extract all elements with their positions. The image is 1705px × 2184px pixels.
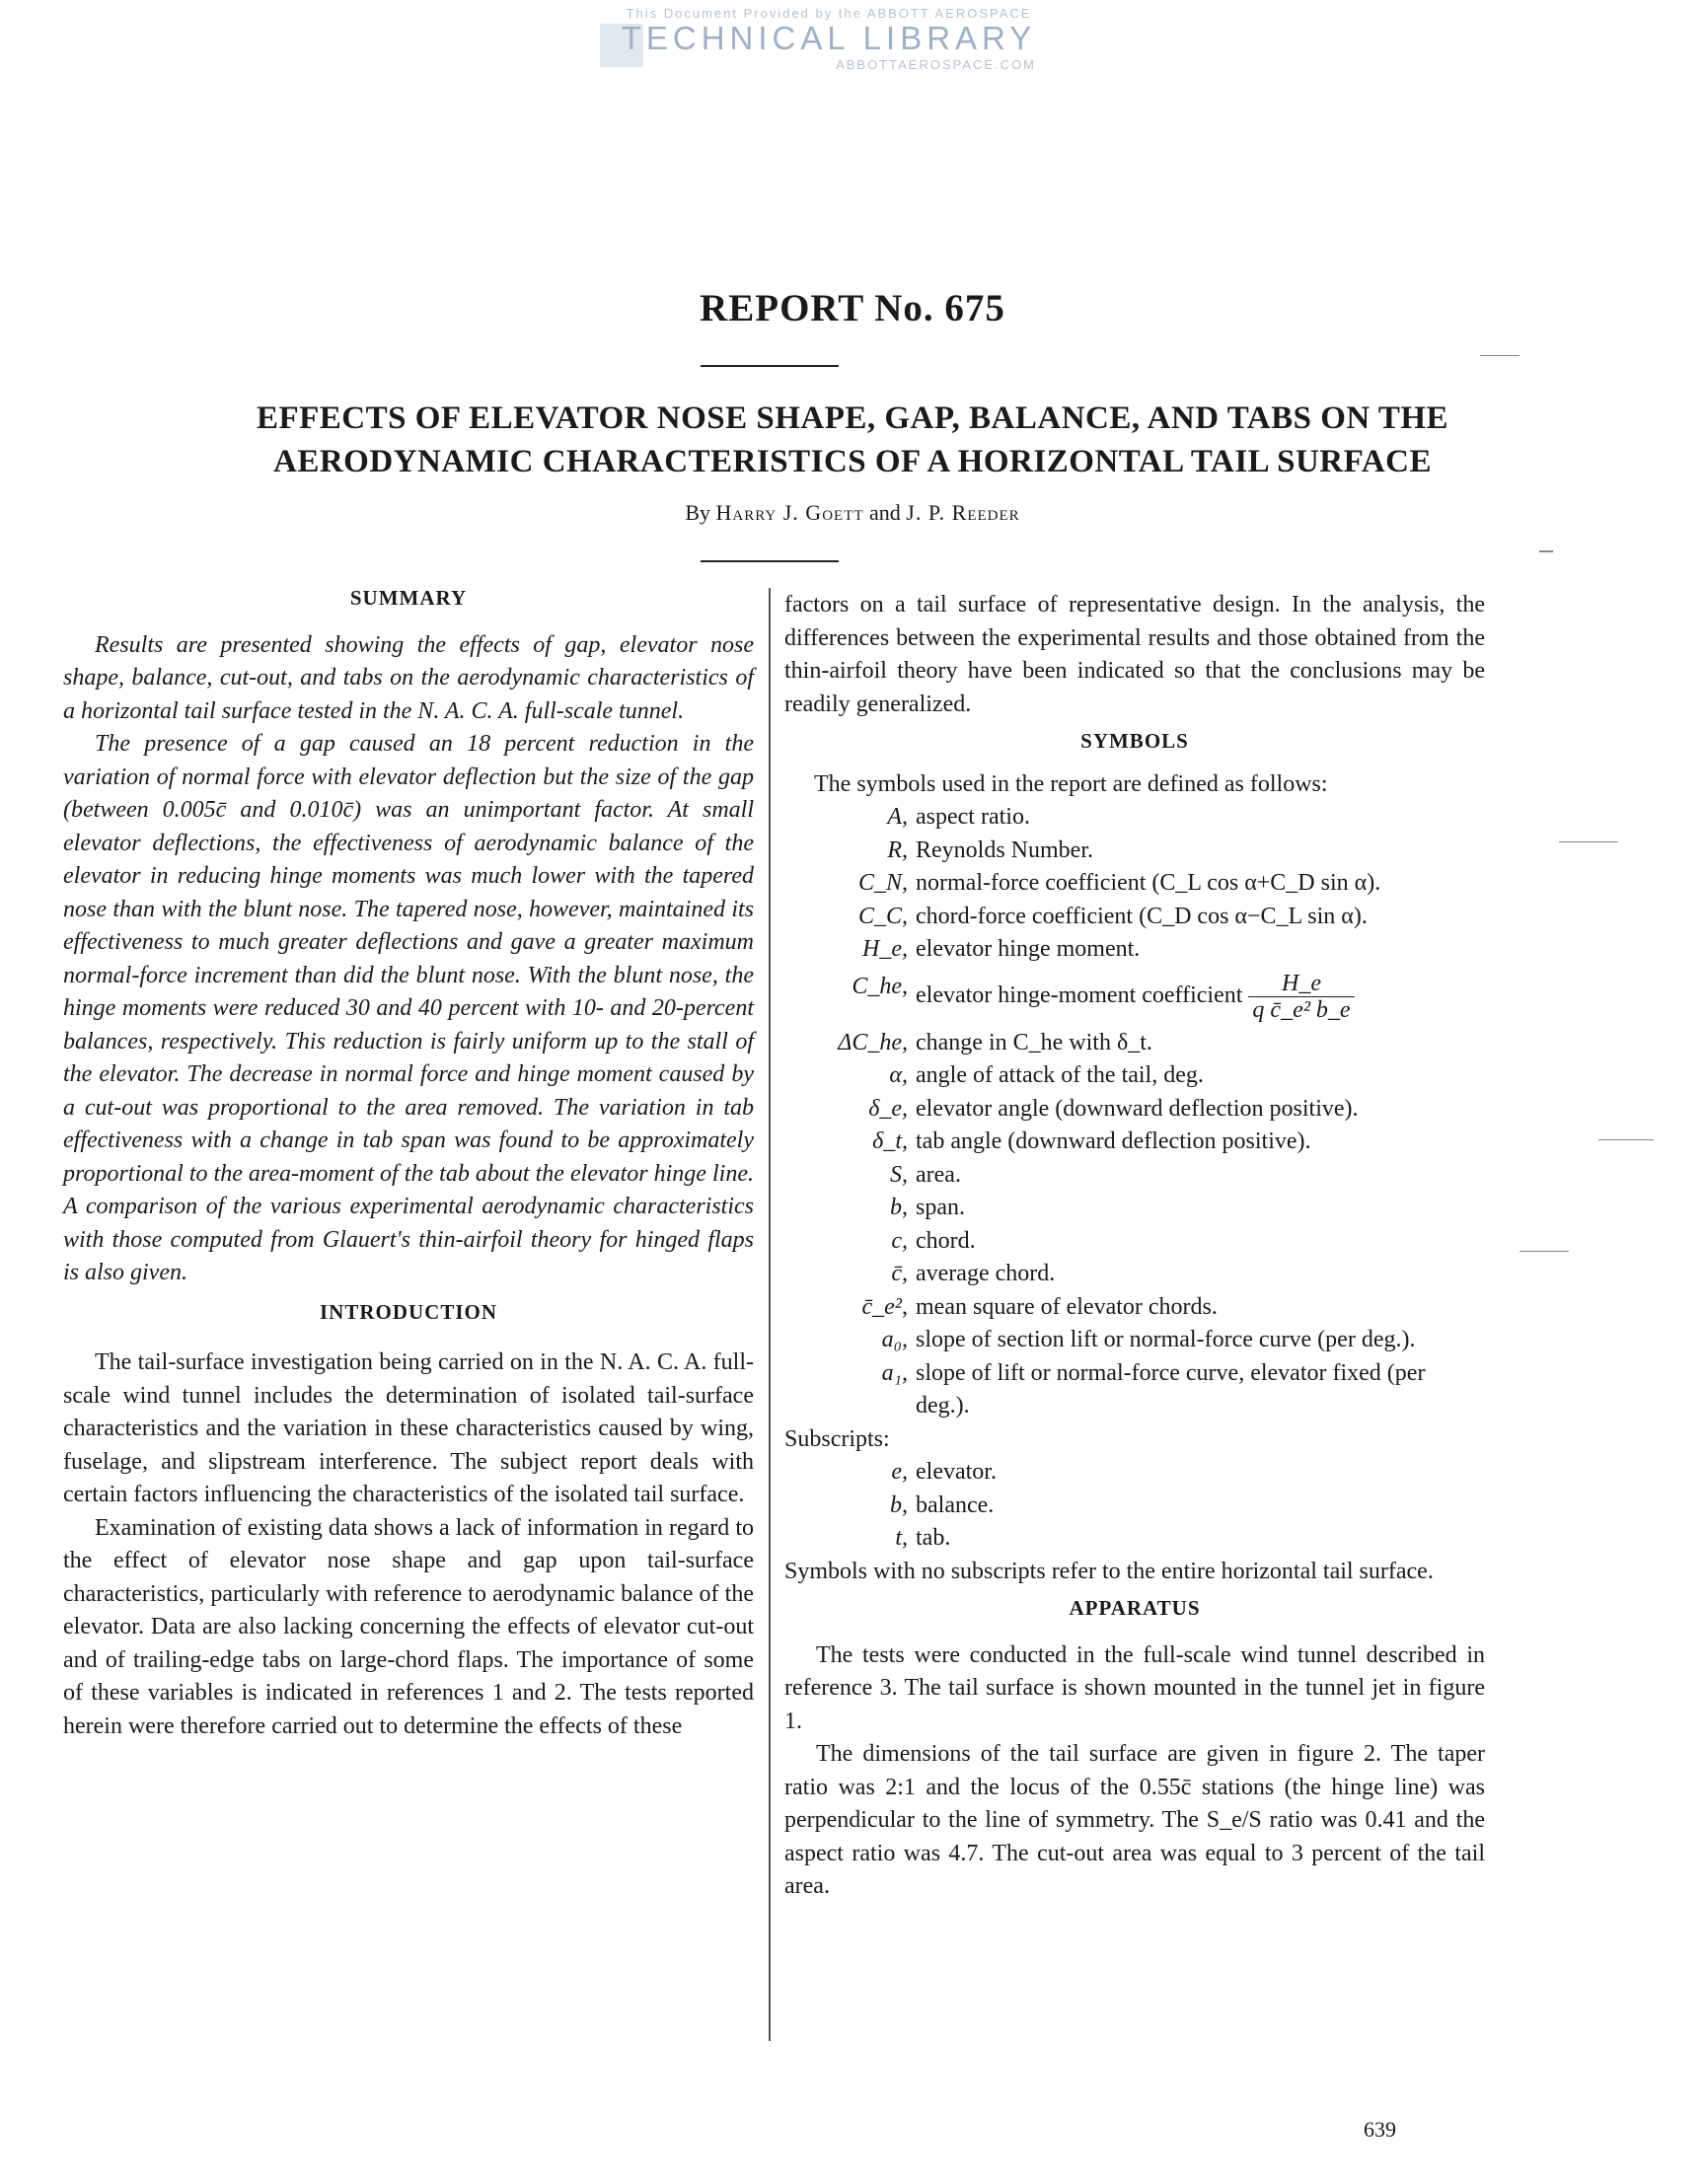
symbol-row (784, 801, 1485, 835)
symbol-definition-text: aspect ratio. (916, 804, 1030, 830)
symbol-definition-text: balance. (916, 1492, 995, 1518)
subscripts-label: Subscripts: (784, 1425, 890, 1452)
summary-paragraph-2: The presence of a gap caused an 18 percent reduction in the variation of normal force with elevator deflection but the size of the gap (between 0.005c̄ and 0.010c̄) was an unimportant factor. At small elevator deflections, the effectiveness of aerodynamic balance of the elevator in reducing hinge moments was much lower with the tapered nose than with the blunt nose. The tapered nose, however, maintained its effectiveness to much greater deflections and gave a greater maximum normal-force increment than did the blunt nose. With the blunt nose, the hinge moments were reduced 30 and 40 percent with 10- and 20-percent balances, respectively. This reduction is fairly uniform up to the stall of the elevator. The decrease in normal force and hinge moment caused by a cut-out was proportional to the area removed. The variation in tab effectiveness with a change in tab span was found to be approximately proportional to the area-moment of the tab about the elevator hinge line. A comparison of the various experimental aerodynamic characteristics with those computed from Glauert's thin-airfoil theory for hinged flaps is also given. (63, 731, 754, 1285)
symbols-list (784, 801, 1485, 1423)
symbol-definition-text: Reynolds Number. (916, 837, 1093, 863)
introduction-section (63, 1296, 754, 1744)
symbol-key: b, (890, 1195, 908, 1220)
scan-speck (1539, 550, 1553, 552)
introduction-paragraph-2-continued: factors on a tail surface of representative design. In the analysis, the differences between the experimental results and those obtained from the thin-airfoil theory have been indicated so that the conclusions may be readily generalized. (784, 592, 1485, 717)
watermark-line3: ABBOTTAEROSPACE.COM (836, 57, 1036, 72)
watermark-line2: TECHNICAL LIBRARY (621, 20, 1037, 56)
symbol-definition (916, 1324, 1485, 1357)
introduction-continued (784, 589, 1485, 721)
symbol-definition-text: elevator hinge moment. (916, 936, 1141, 962)
symbol-row (784, 933, 1485, 967)
symbol-row (784, 1027, 1485, 1060)
apparatus-section (784, 1592, 1485, 1904)
apparatus-paragraph-1: The tests were conducted in the full-scale wind tunnel described in reference 3. The tail surface is shown mounted in the tunnel jet in figure 1. (784, 1641, 1485, 1734)
symbol-definition (916, 1159, 1485, 1193)
introduction-paragraph-2: Examination of existing data shows a lack of information in regard to the effect of elevator nose shape and gap upon tail-surface characteristics, particularly with reference to aerodynamic balance of the elevator. Data are also lacking concerning the effects of elevator cut-out and of trailing-edge tabs on large-chord flaps. The importance of some of these variables is indicated in references 1 and 2. The tests reported herein were therefore carried out to determine the effects of these (63, 1514, 754, 1739)
symbol-key: R, (887, 837, 908, 863)
symbol-row (784, 1291, 1485, 1325)
symbol-row (784, 1490, 1485, 1523)
authors-and: and (869, 500, 901, 525)
summary-section (63, 582, 754, 1290)
symbol-key: H_e, (862, 936, 908, 962)
page-number: 639 (1364, 2117, 1396, 2142)
scan-speck (1520, 1251, 1569, 1252)
symbol-definition-text: elevator hinge-moment coefficient (916, 982, 1243, 1008)
scan-speck (1559, 841, 1618, 842)
apparatus-paragraph-2: The dimensions of the tail surface are given in figure 2. The taper ratio was 2:1 and the locus of the 0.55c̄ stations (the hinge line) was perpendicular to the line of symmetry. The S_e/S ratio was 0.41 and the aspect ratio was 4.7. The cut-out area was equal to 3 percent of the tail area. (784, 1741, 1485, 1899)
symbol-definition-text: normal-force coefficient (C_L cos α+C_D sin α). (916, 870, 1381, 896)
symbol-definition (916, 1522, 1485, 1556)
symbol-definition-text: tab angle (downward deflection positive). (916, 1128, 1311, 1154)
summary-heading: SUMMARY (349, 586, 468, 610)
symbol-definition (916, 1291, 1485, 1325)
symbol-definition (916, 1490, 1485, 1523)
symbol-definition-text: chord. (916, 1227, 976, 1254)
symbol-definition (916, 1027, 1485, 1060)
symbol-definition-text: chord-force coefficient (C_D cos α−C_L sin α). (916, 903, 1368, 929)
symbols-note: Symbols with no subscripts refer to the entire horizontal tail surface. (784, 1558, 1434, 1584)
symbols-heading: SYMBOLS (1080, 729, 1189, 753)
symbol-row (784, 901, 1485, 934)
symbol-definition-text: slope of lift or normal-force curve, elevator fixed (per deg.). (916, 1359, 1426, 1419)
symbol-definition (916, 1059, 1485, 1093)
symbol-definition (916, 1126, 1485, 1159)
symbols-section (784, 725, 1485, 1588)
authors-by: By (685, 500, 711, 525)
symbol-definition (916, 867, 1485, 901)
left-column (63, 582, 754, 1743)
symbol-row (784, 1324, 1485, 1357)
symbol-row (784, 1126, 1485, 1159)
authors (0, 500, 1705, 526)
subscripts-list (784, 1456, 1485, 1556)
report-title-line2: AERODYNAMIC CHARACTERISTICS OF A HORIZONTAL TAIL SURFACE (272, 444, 1433, 479)
author-1: Harry J. Goett (715, 500, 864, 525)
symbol-definition (916, 901, 1485, 934)
symbol-row (784, 835, 1485, 868)
symbol-definition-text: elevator. (916, 1459, 997, 1485)
symbol-definition-text: tab. (916, 1525, 951, 1551)
report-title-line1: EFFECTS OF ELEVATOR NOSE SHAPE, GAP, BALANCE, AND TABS ON THE (256, 400, 1449, 436)
fraction-numerator: H_e (1248, 971, 1354, 997)
symbol-row (784, 1159, 1485, 1193)
symbol-definition-text: change in C_he with δ_t. (916, 1029, 1152, 1056)
symbol-key: S, (890, 1161, 908, 1188)
symbol-key: e, (891, 1459, 908, 1485)
symbol-row (784, 1192, 1485, 1225)
symbol-definition-text: span. (916, 1195, 965, 1220)
symbol-key: C_N, (857, 870, 908, 896)
symbol-definition (916, 1192, 1485, 1225)
scan-speck (1598, 1139, 1654, 1140)
symbol-row (784, 1258, 1485, 1291)
title-rule-bottom (701, 560, 839, 562)
symbol-definition-text: area. (916, 1161, 961, 1188)
symbol-key: t, (895, 1525, 908, 1551)
symbol-key: A, (887, 804, 908, 830)
symbol-definition-text: angle of attack of the tail, deg. (916, 1062, 1204, 1088)
symbol-key: C_C, (857, 903, 908, 929)
symbol-definition-text: elevator angle (downward deflection positive). (916, 1095, 1359, 1122)
symbol-definition (916, 1456, 1485, 1490)
symbol-definition (916, 1093, 1485, 1127)
symbol-key: c̄, (891, 1261, 908, 1286)
symbol-key: a₁, (881, 1359, 908, 1386)
fraction-denominator: q c̄_e² b_e (1252, 996, 1351, 1023)
hinge-moment-fraction (1248, 971, 1354, 1023)
symbol-key: δ_t, (872, 1128, 908, 1154)
symbol-key: b, (890, 1492, 908, 1518)
symbol-key: ΔC_he, (838, 1029, 908, 1056)
symbol-row (784, 1225, 1485, 1259)
symbol-definition (916, 971, 1485, 1023)
symbol-definition-text: slope of section lift or normal-force curve (per deg.). (916, 1327, 1416, 1352)
symbol-definition (916, 1357, 1485, 1423)
symbol-key: C_he, (852, 973, 908, 999)
symbol-row (784, 1357, 1485, 1423)
scan-speck (1480, 355, 1520, 356)
watermark-line1: This Document Provided by the ABBOTT AEROSPACE (626, 6, 1032, 21)
symbol-key: c, (891, 1227, 908, 1254)
symbol-key: α, (889, 1062, 908, 1088)
watermark (553, 6, 1105, 75)
symbol-definition-text: average chord. (916, 1261, 1056, 1286)
introduction-heading: INTRODUCTION (319, 1299, 498, 1324)
summary-paragraph-1: Results are presented showing the effects of gap, elevator nose shape, balance, cut-out, and tabs on the aerodynamic characteristics of a horizontal tail surface tested in the N. A. C. A. full-scale tunnel. (63, 631, 754, 724)
symbol-key: δ_e, (868, 1095, 908, 1122)
report-number: REPORT No. 675 (700, 287, 1005, 329)
symbol-row (784, 1093, 1485, 1127)
symbol-definition (916, 835, 1485, 868)
symbol-key: a₀, (881, 1327, 908, 1352)
column-divider (769, 588, 771, 2041)
symbol-row (784, 1522, 1485, 1556)
symbol-definition (916, 801, 1485, 835)
title-rule-top (701, 365, 839, 367)
symbol-row (784, 1059, 1485, 1093)
symbol-definition (916, 1258, 1485, 1291)
symbols-intro: The symbols used in the report are defined as follows: (814, 770, 1328, 797)
symbol-row (784, 1456, 1485, 1490)
symbol-definition-text: mean square of elevator chords. (916, 1293, 1218, 1320)
symbol-row (784, 971, 1485, 1023)
symbol-definition (916, 1225, 1485, 1259)
report-title (99, 397, 1606, 483)
right-column (784, 589, 1485, 1904)
symbol-row (784, 867, 1485, 901)
introduction-paragraph-1: The tail-surface investigation being carried on in the N. A. C. A. full-scale wind tunnel includes the determination of isolated tail-surface characteristics and the variation in these characteristics caused by wing, fuselage, and slipstream interference. The subject report deals with certain factors influencing the characteristics of the isolated tail surface. (63, 1349, 754, 1507)
symbol-key: c̄_e², (861, 1293, 908, 1320)
symbol-definition (916, 933, 1485, 967)
author-2: J. P. Reeder (906, 500, 1020, 525)
apparatus-heading: APPARATUS (1069, 1596, 1201, 1620)
